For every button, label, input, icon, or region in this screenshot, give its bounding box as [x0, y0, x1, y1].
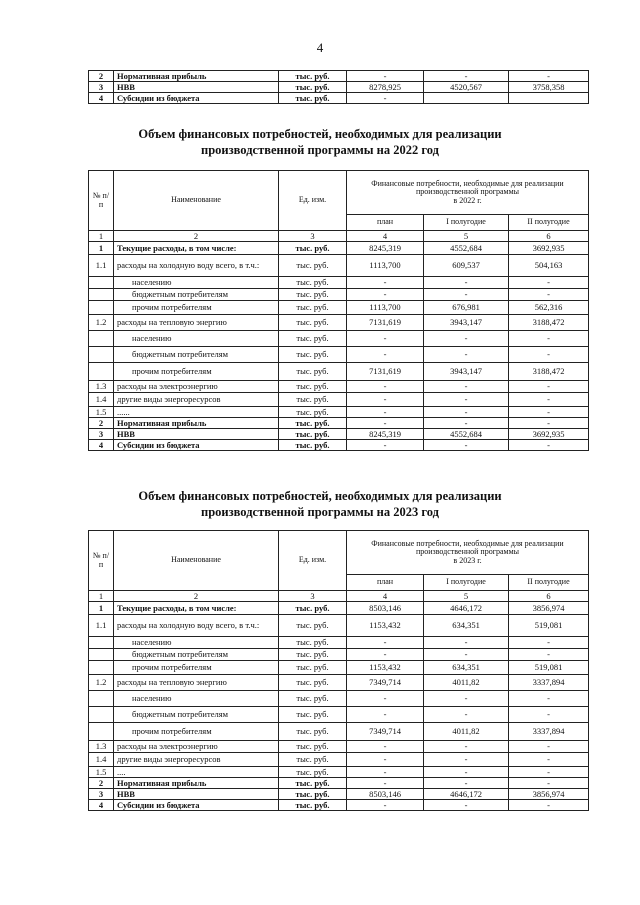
row-name: бюджетным потребителям	[114, 347, 279, 363]
row-plan: -	[347, 778, 424, 789]
row-number: 2	[89, 71, 114, 82]
row-number	[89, 301, 114, 315]
row-unit: тыс. руб.	[279, 381, 347, 393]
row-half2: -	[509, 418, 589, 429]
row-half1: 4011,82	[424, 723, 509, 741]
header-half2: II полугодие	[509, 215, 589, 231]
row-unit: тыс. руб.	[279, 800, 347, 811]
row-plan: -	[347, 800, 424, 811]
row-half2: 3856,974	[509, 602, 589, 615]
row-half2: 3758,358	[509, 82, 589, 93]
row-unit: тыс. руб.	[279, 242, 347, 255]
row-half1: -	[424, 637, 509, 649]
table-row	[89, 331, 589, 347]
row-name: расходы на холодную воду всего, в т.ч.:	[114, 255, 279, 277]
col-number: 1	[89, 231, 114, 242]
row-unit: тыс. руб.	[279, 331, 347, 347]
row-half1: 4552,684	[424, 242, 509, 255]
row-half1: 4646,172	[424, 602, 509, 615]
row-unit: тыс. руб.	[279, 315, 347, 331]
row-half1: -	[424, 778, 509, 789]
row-half1: -	[424, 440, 509, 451]
row-name: населению	[114, 277, 279, 289]
row-half2: -	[509, 407, 589, 418]
row-plan: 8503,146	[347, 789, 424, 800]
row-name: другие виды энергоресурсов	[114, 753, 279, 767]
row-number: 2	[89, 418, 114, 429]
row-number: 1.5	[89, 407, 114, 418]
col-number: 4	[347, 231, 424, 242]
row-half1: 609,537	[424, 255, 509, 277]
header-no: № п/п	[89, 171, 114, 231]
row-plan: -	[347, 767, 424, 778]
row-half1: -	[424, 393, 509, 407]
row-number	[89, 691, 114, 707]
row-plan: -	[347, 347, 424, 363]
row-half1: -	[424, 277, 509, 289]
row-number: 3	[89, 789, 114, 800]
row-half2: -	[509, 649, 589, 661]
row-plan: 8278,925	[347, 82, 424, 93]
row-number: 1.3	[89, 381, 114, 393]
table-row	[89, 315, 589, 331]
table-row	[89, 429, 589, 440]
row-name: Нормативная прибыль	[114, 71, 279, 82]
row-half2: -	[509, 637, 589, 649]
row-half1: -	[424, 691, 509, 707]
table-row	[89, 691, 589, 707]
row-unit: тыс. руб.	[279, 741, 347, 753]
row-half2: -	[509, 440, 589, 451]
row-number: 4	[89, 800, 114, 811]
row-unit: тыс. руб.	[279, 347, 347, 363]
table-row	[89, 767, 589, 778]
col-number: 1	[89, 591, 114, 602]
row-unit: тыс. руб.	[279, 675, 347, 691]
col-number: 5	[424, 591, 509, 602]
header-half1: I полугодие	[424, 215, 509, 231]
row-unit: тыс. руб.	[279, 649, 347, 661]
row-half2: -	[509, 753, 589, 767]
row-plan: -	[347, 93, 424, 104]
row-plan: 1113,700	[347, 301, 424, 315]
header-unit: Ед. изм.	[279, 531, 347, 591]
row-plan: 7349,714	[347, 723, 424, 741]
row-half2: 3188,472	[509, 315, 589, 331]
row-half1: -	[424, 753, 509, 767]
table-row	[89, 661, 589, 675]
row-name: Субсидии из бюджета	[114, 93, 279, 104]
table-row	[89, 649, 589, 661]
row-half2: 519,081	[509, 661, 589, 675]
row-plan: -	[347, 331, 424, 347]
row-unit: тыс. руб.	[279, 767, 347, 778]
row-number: 1.2	[89, 675, 114, 691]
row-unit: тыс. руб.	[279, 637, 347, 649]
row-name: прочим потребителям	[114, 723, 279, 741]
row-name: населению	[114, 637, 279, 649]
row-unit: тыс. руб.	[279, 93, 347, 104]
row-name: прочим потребителям	[114, 661, 279, 675]
row-unit: тыс. руб.	[279, 255, 347, 277]
row-unit: тыс. руб.	[279, 277, 347, 289]
row-plan: -	[347, 691, 424, 707]
row-unit: тыс. руб.	[279, 753, 347, 767]
row-name: бюджетным потребителям	[114, 649, 279, 661]
table-row	[89, 675, 589, 691]
row-name: ......	[114, 407, 279, 418]
row-unit: тыс. руб.	[279, 418, 347, 429]
col-number: 5	[424, 231, 509, 242]
financial-needs-table-2023	[88, 530, 589, 811]
row-name: Текущие расходы, в том числе:	[114, 602, 279, 615]
row-number	[89, 347, 114, 363]
table-row	[89, 407, 589, 418]
row-half2: -	[509, 800, 589, 811]
row-unit: тыс. руб.	[279, 71, 347, 82]
row-half1: -	[424, 800, 509, 811]
row-plan: 8245,319	[347, 242, 424, 255]
section-2022-title: Объем финансовых потребностей, необходимых для реализации производственной программы на 2022 год	[138, 127, 502, 157]
col-number: 2	[114, 231, 279, 242]
row-name: расходы на тепловую энергию	[114, 675, 279, 691]
row-number: 1.3	[89, 741, 114, 753]
row-half1: 634,351	[424, 661, 509, 675]
row-name: Нормативная прибыль	[114, 778, 279, 789]
row-plan: 7349,714	[347, 675, 424, 691]
row-unit: тыс. руб.	[279, 363, 347, 381]
table-row	[89, 615, 589, 637]
financial-needs-table-2022	[88, 170, 589, 451]
row-half2: -	[509, 393, 589, 407]
row-unit: тыс. руб.	[279, 393, 347, 407]
table-row	[89, 723, 589, 741]
row-name: расходы на электроэнергию	[114, 381, 279, 393]
table-row	[89, 753, 589, 767]
row-half2: 3692,935	[509, 242, 589, 255]
row-name: Субсидии из бюджета	[114, 800, 279, 811]
row-number	[89, 649, 114, 661]
row-number	[89, 363, 114, 381]
row-plan: -	[347, 741, 424, 753]
row-number: 4	[89, 440, 114, 451]
continued-table	[88, 70, 589, 104]
row-number: 1.4	[89, 393, 114, 407]
table-row	[89, 277, 589, 289]
row-plan: -	[347, 707, 424, 723]
row-plan: -	[347, 753, 424, 767]
row-number: 3	[89, 82, 114, 93]
row-plan: 1153,432	[347, 615, 424, 637]
row-unit: тыс. руб.	[279, 691, 347, 707]
row-number: 1	[89, 242, 114, 255]
row-half1: 4011,82	[424, 675, 509, 691]
row-half2: 3856,974	[509, 789, 589, 800]
row-half1: 4552,684	[424, 429, 509, 440]
row-half2: 562,316	[509, 301, 589, 315]
header-name: Наименование	[114, 531, 279, 591]
table-row	[89, 242, 589, 255]
row-unit: тыс. руб.	[279, 723, 347, 741]
row-half1: -	[424, 289, 509, 301]
row-name: населению	[114, 331, 279, 347]
row-half1	[424, 93, 509, 104]
header-half2: II полугодие	[509, 575, 589, 591]
row-name: ....	[114, 767, 279, 778]
row-half1: 4520,567	[424, 82, 509, 93]
row-half1: -	[424, 707, 509, 723]
row-plan: 1153,432	[347, 661, 424, 675]
row-plan: 7131,619	[347, 363, 424, 381]
row-half2: 3337,894	[509, 675, 589, 691]
row-number	[89, 637, 114, 649]
row-half2: -	[509, 71, 589, 82]
table-row	[89, 393, 589, 407]
col-number: 4	[347, 591, 424, 602]
row-name: другие виды энергоресурсов	[114, 393, 279, 407]
row-number: 1.4	[89, 753, 114, 767]
row-unit: тыс. руб.	[279, 602, 347, 615]
row-name: расходы на тепловую энергию	[114, 315, 279, 331]
row-name: расходы на электроэнергию	[114, 741, 279, 753]
row-half2: -	[509, 707, 589, 723]
row-unit: тыс. руб.	[279, 778, 347, 789]
table-row	[89, 440, 589, 451]
table-row	[89, 93, 589, 104]
row-plan: -	[347, 649, 424, 661]
row-unit: тыс. руб.	[279, 82, 347, 93]
row-plan: -	[347, 440, 424, 451]
row-plan: 7131,619	[347, 315, 424, 331]
header-plan: план	[347, 215, 424, 231]
row-name: прочим потребителям	[114, 301, 279, 315]
row-name: НВВ	[114, 429, 279, 440]
row-number: 1.5	[89, 767, 114, 778]
col-number: 6	[509, 591, 589, 602]
table-row	[89, 82, 589, 93]
row-half2	[509, 93, 589, 104]
row-unit: тыс. руб.	[279, 661, 347, 675]
row-unit: тыс. руб.	[279, 615, 347, 637]
row-half1: -	[424, 649, 509, 661]
row-plan: -	[347, 71, 424, 82]
col-number: 6	[509, 231, 589, 242]
row-number	[89, 331, 114, 347]
row-name: населению	[114, 691, 279, 707]
row-half2: -	[509, 691, 589, 707]
row-half2: -	[509, 347, 589, 363]
row-plan: 8503,146	[347, 602, 424, 615]
row-name: Нормативная прибыль	[114, 418, 279, 429]
row-half2: -	[509, 741, 589, 753]
row-number: 1.1	[89, 615, 114, 637]
row-plan: -	[347, 418, 424, 429]
row-half2: -	[509, 778, 589, 789]
row-number: 1.1	[89, 255, 114, 277]
row-half2: 504,163	[509, 255, 589, 277]
header-no: № п/п	[89, 531, 114, 591]
header-plan: план	[347, 575, 424, 591]
row-unit: тыс. руб.	[279, 301, 347, 315]
row-name: прочим потребителям	[114, 363, 279, 381]
row-half2: -	[509, 277, 589, 289]
row-name: расходы на холодную воду всего, в т.ч.:	[114, 615, 279, 637]
table-row	[89, 347, 589, 363]
table-row	[89, 381, 589, 393]
row-unit: тыс. руб.	[279, 407, 347, 418]
row-plan: -	[347, 637, 424, 649]
col-number: 2	[114, 591, 279, 602]
row-name: бюджетным потребителям	[114, 289, 279, 301]
row-number: 1.2	[89, 315, 114, 331]
row-half1: 3943,147	[424, 315, 509, 331]
row-name: Субсидии из бюджета	[114, 440, 279, 451]
row-half2: 519,081	[509, 615, 589, 637]
row-name: бюджетным потребителям	[114, 707, 279, 723]
header-needs: Финансовые потребности, необходимые для реализации производственной программы в 2023 г.	[347, 531, 589, 575]
table-row	[89, 602, 589, 615]
table-row	[89, 800, 589, 811]
row-unit: тыс. руб.	[279, 789, 347, 800]
row-half1: 4646,172	[424, 789, 509, 800]
row-name: Текущие расходы, в том числе:	[114, 242, 279, 255]
row-unit: тыс. руб.	[279, 707, 347, 723]
row-plan: 8245,319	[347, 429, 424, 440]
row-unit: тыс. руб.	[279, 429, 347, 440]
row-number	[89, 289, 114, 301]
row-plan: -	[347, 381, 424, 393]
row-number: 3	[89, 429, 114, 440]
section-2023-title: Объем финансовых потребностей, необходимых для реализации производственной программы на 2023 год	[138, 489, 502, 519]
table-row	[89, 778, 589, 789]
row-name: НВВ	[114, 789, 279, 800]
row-number: 2	[89, 778, 114, 789]
row-unit: тыс. руб.	[279, 440, 347, 451]
row-plan: -	[347, 289, 424, 301]
table-row	[89, 301, 589, 315]
row-number	[89, 277, 114, 289]
row-half2: -	[509, 289, 589, 301]
row-half1: -	[424, 71, 509, 82]
header-needs: Финансовые потребности, необходимые для реализации производственной программы в 2022 г.	[347, 171, 589, 215]
row-half2: -	[509, 767, 589, 778]
table-row	[89, 363, 589, 381]
row-half1: 676,981	[424, 301, 509, 315]
table-row	[89, 255, 589, 277]
row-half2: 3337,894	[509, 723, 589, 741]
row-half1: -	[424, 347, 509, 363]
table-row	[89, 741, 589, 753]
header-unit: Ед. изм.	[279, 171, 347, 231]
row-plan: 1113,700	[347, 255, 424, 277]
row-half1: -	[424, 767, 509, 778]
row-plan: -	[347, 393, 424, 407]
header-name: Наименование	[114, 171, 279, 231]
table-row	[89, 789, 589, 800]
row-number	[89, 707, 114, 723]
page-number: 4	[316, 40, 324, 55]
table-row	[89, 418, 589, 429]
row-name: НВВ	[114, 82, 279, 93]
table-row	[89, 637, 589, 649]
row-half2: 3188,472	[509, 363, 589, 381]
row-half1: -	[424, 331, 509, 347]
row-half1: -	[424, 418, 509, 429]
row-number	[89, 723, 114, 741]
row-half1: -	[424, 407, 509, 418]
row-half1: -	[424, 381, 509, 393]
row-half2: -	[509, 331, 589, 347]
row-half2: 3692,935	[509, 429, 589, 440]
row-half1: 3943,147	[424, 363, 509, 381]
col-number: 3	[279, 231, 347, 242]
table-row	[89, 707, 589, 723]
row-number	[89, 661, 114, 675]
row-plan: -	[347, 277, 424, 289]
row-half1: 634,351	[424, 615, 509, 637]
row-half2: -	[509, 381, 589, 393]
row-half1: -	[424, 741, 509, 753]
row-number: 4	[89, 93, 114, 104]
row-unit: тыс. руб.	[279, 289, 347, 301]
table-row	[89, 289, 589, 301]
row-number: 1	[89, 602, 114, 615]
table-row	[89, 71, 589, 82]
col-number: 3	[279, 591, 347, 602]
header-half1: I полугодие	[424, 575, 509, 591]
row-plan: -	[347, 407, 424, 418]
